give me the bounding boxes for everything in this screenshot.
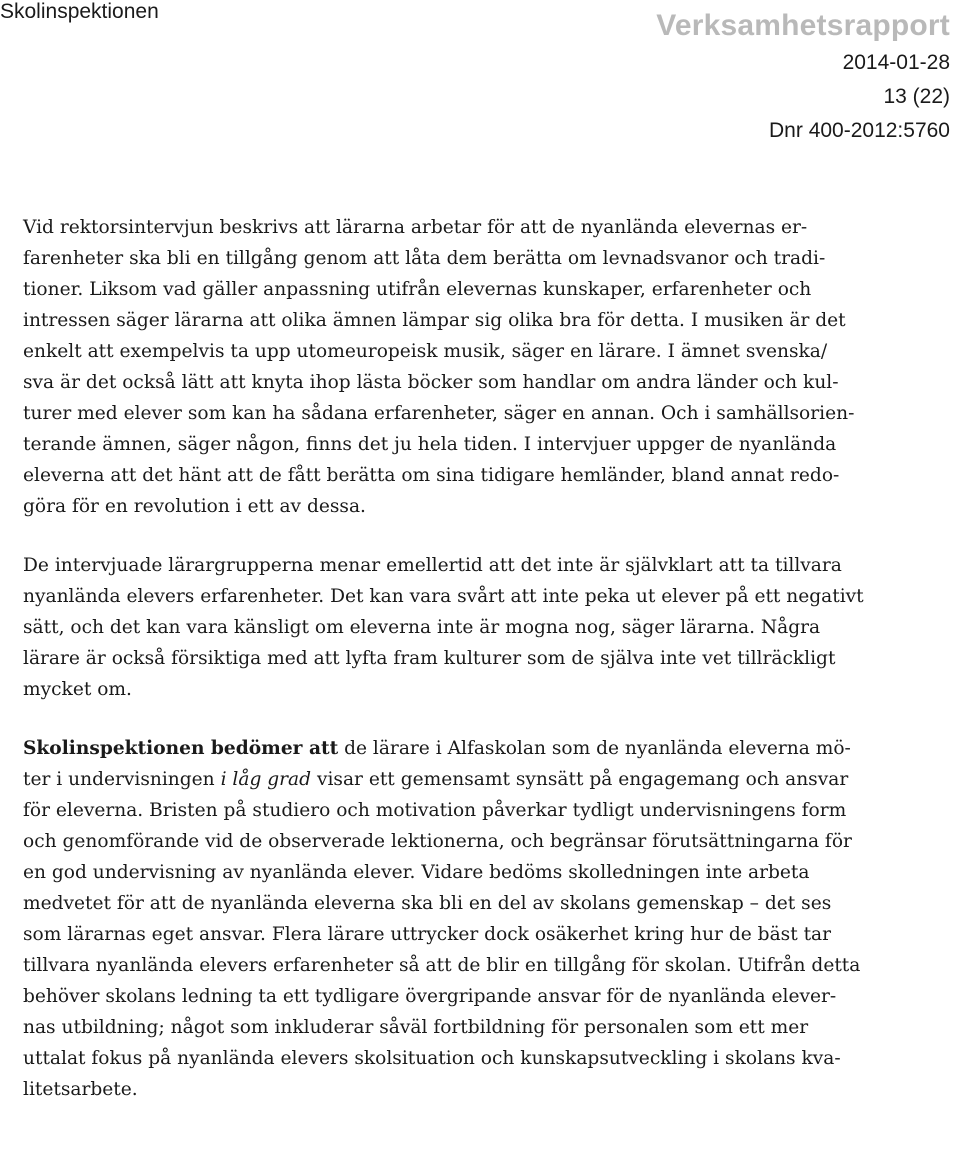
text-segment: de lärare i Alfaskolan som de nyanlända eleverna mö- <box>338 738 851 759</box>
text-line: farenheter ska bli en tillgång genom att låta dem berätta om levnadsvanor och tradi- <box>23 248 826 269</box>
text-line: intressen säger lärarna att olika ämnen lämpar sig olika bra för detta. I musiken är det <box>23 310 846 331</box>
text-line: sätt, och det kan vara känsligt om eleverna inte är mogna nog, säger lärarna. Några <box>23 617 821 638</box>
report-title: Verksamhetsrapport <box>656 9 950 42</box>
text-line: eleverna att det hänt att de fått berätta om sina tidigare hemländer, bland annat redo- <box>23 465 840 486</box>
text-line: terande ämnen, säger någon, finns det ju hela tiden. I intervjuer uppger de nyanlända <box>23 434 837 455</box>
text-line: göra för en revolution i ett av dessa. <box>23 496 366 517</box>
text-line: tillvara nyanlända elevers erfarenheter så att de blir en tillgång för skolan. Utifrån detta <box>23 955 861 976</box>
text-line: sva är det också lätt att knyta ihop lästa böcker som handlar om andra länder och kul- <box>23 372 839 393</box>
report-date: 2014-01-28 <box>842 51 950 74</box>
text-line: mycket om. <box>23 679 132 700</box>
text-line: tioner. Liksom vad gäller anpassning utifrån elevernas kunskaper, erfarenheter och <box>23 279 812 300</box>
text-line: för eleverna. Bristen på studiero och motivation påverkar tydligt undervisningens form <box>23 800 847 821</box>
text-line: behöver skolans ledning ta ett tydligare övergripande ansvar för de nyanlända elever- <box>23 986 837 1007</box>
text-line: nyanlända elevers erfarenheter. Det kan vara svårt att inte peka ut elever på ett negativt <box>23 586 864 607</box>
emphasis-text: i låg grad <box>220 769 312 790</box>
text-line: enkelt att exempelvis ta upp utomeuropeisk musik, säger en lärare. I ämnet svenska/ <box>23 341 828 362</box>
text-line: en god undervisning av nyanlända elever. Vidare bedöms skolledningen inte arbeta <box>23 862 810 883</box>
text-line <box>23 733 953 764</box>
paragraph-assessment <box>23 733 953 1105</box>
text-line: som lärarnas eget ansvar. Flera lärare uttrycker dock osäkerhet kring hur de bäst tar <box>23 924 832 945</box>
paragraph-rector-interview <box>23 212 953 522</box>
document-body <box>23 212 953 1133</box>
text-line <box>23 764 953 795</box>
organization-name: Skolinspektionen <box>0 0 159 23</box>
document-header <box>656 6 950 148</box>
diary-number: Dnr 400-2012:5760 <box>769 119 950 142</box>
text-line: litetsarbete. <box>23 1079 138 1100</box>
text-line: nas utbildning; något som inkluderar såväl fortbildning för personalen som ett mer <box>23 1017 809 1038</box>
paragraph-teacher-groups <box>23 550 953 705</box>
text-line: turer med elever som kan ha sådana erfarenheter, säger en annan. Och i samhällsorien- <box>23 403 855 424</box>
text-line: lärare är också försiktiga med att lyfta fram kulturer som de själva inte vet tillräckligt <box>23 648 836 669</box>
text-line: De intervjuade lärargrupperna menar emellertid att det inte är självklart att ta tillvara <box>23 555 842 576</box>
text-line: Vid rektorsintervjun beskrivs att lärarna arbetar för att de nyanlända elevernas er- <box>23 217 808 238</box>
text-segment: visar ett gemensamt synsätt på engagemang och ansvar <box>311 769 849 790</box>
text-line: medvetet för att de nyanlända eleverna ska bli en del av skolans gemenskap – det ses <box>23 893 832 914</box>
assessment-lead: Skolinspektionen bedömer att <box>23 738 339 759</box>
text-line: uttalat fokus på nyanlända elevers skolsituation och kunskapsutveckling i skolans kva- <box>23 1048 841 1069</box>
text-line: och genomförande vid de observerade lektionerna, och begränsar förutsättningarna för <box>23 831 852 852</box>
text-segment: ter i undervisningen <box>23 769 221 790</box>
page-number: 13 (22) <box>883 85 950 108</box>
